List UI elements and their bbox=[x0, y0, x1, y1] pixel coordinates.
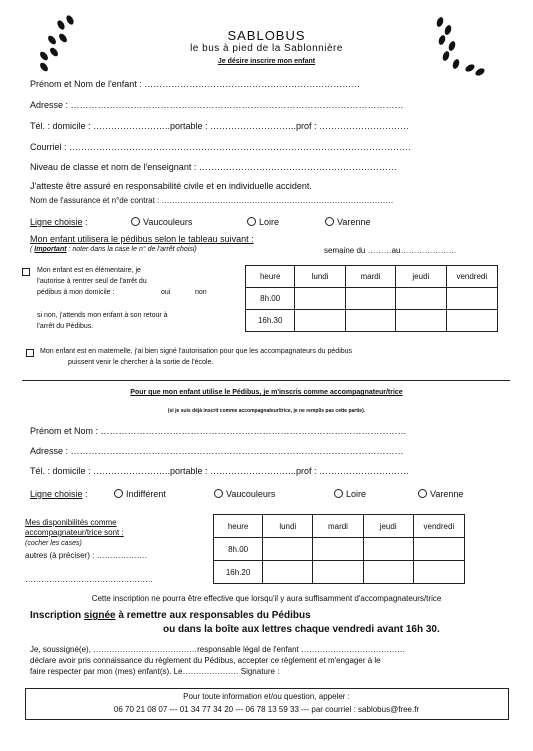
declaration-line-3[interactable]: faire respecter par mon (mes) enfant(s). Le………………… Signature : bbox=[30, 667, 280, 676]
companion-line-choice bbox=[30, 489, 88, 499]
section-divider bbox=[22, 380, 510, 381]
radio-label: Vaucouleurs bbox=[143, 217, 193, 227]
companion-address-field[interactable]: Adresse : ………………………………………………………………………………………………… bbox=[30, 446, 404, 456]
table-header-cell: jeudi bbox=[396, 266, 446, 288]
child-email-field[interactable]: Courriel : …………………………………………………………………………………………………… bbox=[30, 142, 412, 152]
companion-note: (si je suis déjà inscrit comme accompagnateur/trice, je ne remplis pas cette partie). bbox=[167, 408, 366, 414]
child-tel-field[interactable]: Tél. : domicile : ……………………..portable : ………………………..prof : ………………………… bbox=[30, 121, 410, 131]
inscription-pre: Inscription bbox=[30, 610, 84, 621]
inscription-signed: signée bbox=[83, 610, 116, 621]
radio-circle-icon[interactable] bbox=[131, 217, 140, 226]
table-row-label: 8h.00 bbox=[246, 288, 295, 310]
child-line-choice bbox=[30, 217, 88, 227]
radio-circle-icon[interactable] bbox=[418, 489, 427, 498]
declaration-line-1[interactable]: Je, soussigné(e), …………………………………responsable légal de l'enfant ………………………………… bbox=[30, 645, 405, 654]
table-cell[interactable] bbox=[345, 288, 395, 310]
companion-tel-field[interactable]: Tél. : domicile : ……………………..portable : ………………………..prof : ………………………… bbox=[30, 466, 410, 476]
table-header-cell: mardi bbox=[313, 515, 363, 538]
table-header-cell: heure bbox=[246, 266, 295, 288]
radio-vaucouleurs[interactable] bbox=[131, 217, 192, 227]
elementary-oui[interactable]: oui bbox=[161, 289, 171, 296]
table-cell[interactable] bbox=[446, 310, 497, 332]
table-cell[interactable] bbox=[313, 538, 363, 561]
important-note bbox=[30, 246, 197, 253]
maternelle-checkbox[interactable] bbox=[26, 349, 34, 357]
table-cell[interactable] bbox=[413, 561, 464, 584]
table-cell[interactable] bbox=[363, 561, 413, 584]
radio-varenne[interactable] bbox=[418, 489, 463, 499]
table-cell[interactable] bbox=[263, 538, 313, 561]
insurance-contract-field[interactable]: Nom de l'assurance et n°de contrat : …………………………………………………………………………… bbox=[30, 196, 394, 205]
radio-label: Indifférent bbox=[126, 489, 166, 499]
radio-label: Loire bbox=[259, 217, 280, 227]
line-label: Ligne choisie bbox=[30, 489, 83, 499]
radio-indifferent[interactable] bbox=[114, 489, 166, 499]
radio-circle-icon[interactable] bbox=[214, 489, 223, 498]
table-cell[interactable] bbox=[295, 310, 345, 332]
important-text: : noter dans la case le n° de l'arrêt choisi) bbox=[66, 246, 197, 253]
elementary-non[interactable]: non bbox=[195, 289, 207, 296]
mailbox-line: ou dans la boîte aux lettres chaque vendredi avant 16h 30. bbox=[163, 624, 440, 635]
line-label: Ligne choisie bbox=[30, 217, 83, 227]
table-cell[interactable] bbox=[295, 288, 345, 310]
intro-heading: Je désire inscrire mon enfant bbox=[217, 58, 316, 65]
elementary-text-5: l'arrêt du Pédibus. bbox=[37, 323, 94, 330]
table-cell[interactable] bbox=[313, 561, 363, 584]
declaration-line-2: déclare avoir pris connaissance du règlement du Pédibus, accepter ce règlement et m'engager à le bbox=[30, 656, 381, 665]
child-name-field[interactable]: Prénom et Nom de l'enfant : ……………………………………………………………… bbox=[30, 79, 361, 89]
maternelle-text-2: puissent venir le chercher à la sortie de l'école. bbox=[68, 359, 214, 366]
info-line-1: Pour toute information et/ou question, appeler : bbox=[183, 692, 350, 701]
page-subtitle: le bus à pied de la Sablonnière bbox=[190, 43, 343, 54]
child-class-field[interactable]: Niveau de classe et nom de l'enseignant : ………………………………………………………… bbox=[30, 162, 397, 172]
table-cell[interactable] bbox=[263, 561, 313, 584]
week-field[interactable]: semaine du ………au………………… bbox=[324, 246, 457, 255]
table-cell[interactable] bbox=[345, 310, 395, 332]
effective-notice: Cette inscription ne pourra être effective que lorsqu'il y aura suffisamment d'accompagnateurs/trice bbox=[91, 594, 442, 603]
table-cell[interactable] bbox=[446, 288, 497, 310]
info-line-2: 06 70 21 08 07 --- 01 34 77 34 20 --- 06 78 13 59 33 --- par courriel : sablobus@free.fr bbox=[113, 705, 420, 714]
availability-label-2: accompagnateur/trice sont : bbox=[25, 528, 124, 537]
page-title: SABLOBUS bbox=[227, 28, 306, 43]
table-header-cell: vendredi bbox=[446, 266, 497, 288]
important-label: Important bbox=[34, 246, 67, 253]
radio-varenne[interactable] bbox=[325, 217, 370, 227]
table-header-cell: mardi bbox=[345, 266, 395, 288]
availability-hint: (cocher les cases) bbox=[25, 540, 82, 547]
table-row-label: 16h.20 bbox=[214, 561, 263, 584]
companion-heading: Pour que mon enfant utilise le Pédibus, je m'inscris comme accompagnateur/trice bbox=[130, 389, 403, 396]
elementary-text-2: l'autorise à rentrer seul de l'arrêt du bbox=[37, 278, 147, 285]
table-cell[interactable] bbox=[396, 310, 446, 332]
table-header-cell: lundi bbox=[263, 515, 313, 538]
companion-name-field[interactable]: Prénom et Nom : ………………………………………………………………………………………… bbox=[30, 426, 407, 436]
table-header-cell: jeudi bbox=[363, 515, 413, 538]
elementary-text-3: pédibus à mon domicile : bbox=[37, 289, 115, 296]
availability-other-field[interactable]: autres (à préciser) : ………………. bbox=[25, 551, 147, 560]
radio-loire[interactable] bbox=[247, 217, 279, 227]
radio-vaucouleurs[interactable] bbox=[214, 489, 275, 499]
usage-statement: Mon enfant utilisera le pédibus selon le tableau suivant : bbox=[30, 234, 254, 244]
table-row-label: 16h.30 bbox=[246, 310, 295, 332]
radio-label: Varenne bbox=[337, 217, 371, 227]
child-schedule-table bbox=[245, 265, 498, 332]
table-header-cell: lundi bbox=[295, 266, 345, 288]
inscription-line bbox=[30, 610, 311, 621]
line-label-colon: : bbox=[82, 217, 88, 227]
table-row-label: 8h.00 bbox=[214, 538, 263, 561]
table-header-cell: heure bbox=[214, 515, 263, 538]
elementary-text-4: si non, j'attends mon enfant à son retour à bbox=[37, 312, 168, 319]
table-cell[interactable] bbox=[363, 538, 413, 561]
elementary-text-1: Mon enfant est en élémentaire, je bbox=[37, 267, 141, 274]
important-open: ( bbox=[30, 246, 35, 253]
availability-label-1: Mes disponibilités comme bbox=[25, 518, 117, 527]
elementary-checkbox[interactable] bbox=[22, 268, 30, 276]
child-address-field[interactable]: Adresse : ………………………………………………………………………………………………… bbox=[30, 100, 404, 110]
radio-label: Vaucouleurs bbox=[226, 489, 276, 499]
companion-schedule-table bbox=[213, 514, 465, 584]
radio-circle-icon[interactable] bbox=[247, 217, 256, 226]
table-cell[interactable] bbox=[413, 538, 464, 561]
availability-other-line[interactable]: ………………………………………… bbox=[25, 575, 153, 584]
radio-circle-icon[interactable] bbox=[334, 489, 343, 498]
radio-circle-icon[interactable] bbox=[114, 489, 123, 498]
radio-label: Varenne bbox=[430, 489, 464, 499]
table-cell[interactable] bbox=[396, 288, 446, 310]
table-header-cell: vendredi bbox=[413, 515, 464, 538]
radio-loire[interactable] bbox=[334, 489, 366, 499]
radio-label: Loire bbox=[346, 489, 367, 499]
radio-circle-icon[interactable] bbox=[325, 217, 334, 226]
maternelle-text-1: Mon enfant est en maternelle, j'ai bien signé l'autorisation pour que les accompagnateurs du pédibus bbox=[40, 348, 353, 355]
line-label-colon: : bbox=[82, 489, 88, 499]
insurance-statement: J'atteste être assuré en responsabilité civile et en individuelle accident. bbox=[30, 181, 312, 191]
inscription-post: à remettre aux responsables du Pédibus bbox=[115, 610, 311, 621]
